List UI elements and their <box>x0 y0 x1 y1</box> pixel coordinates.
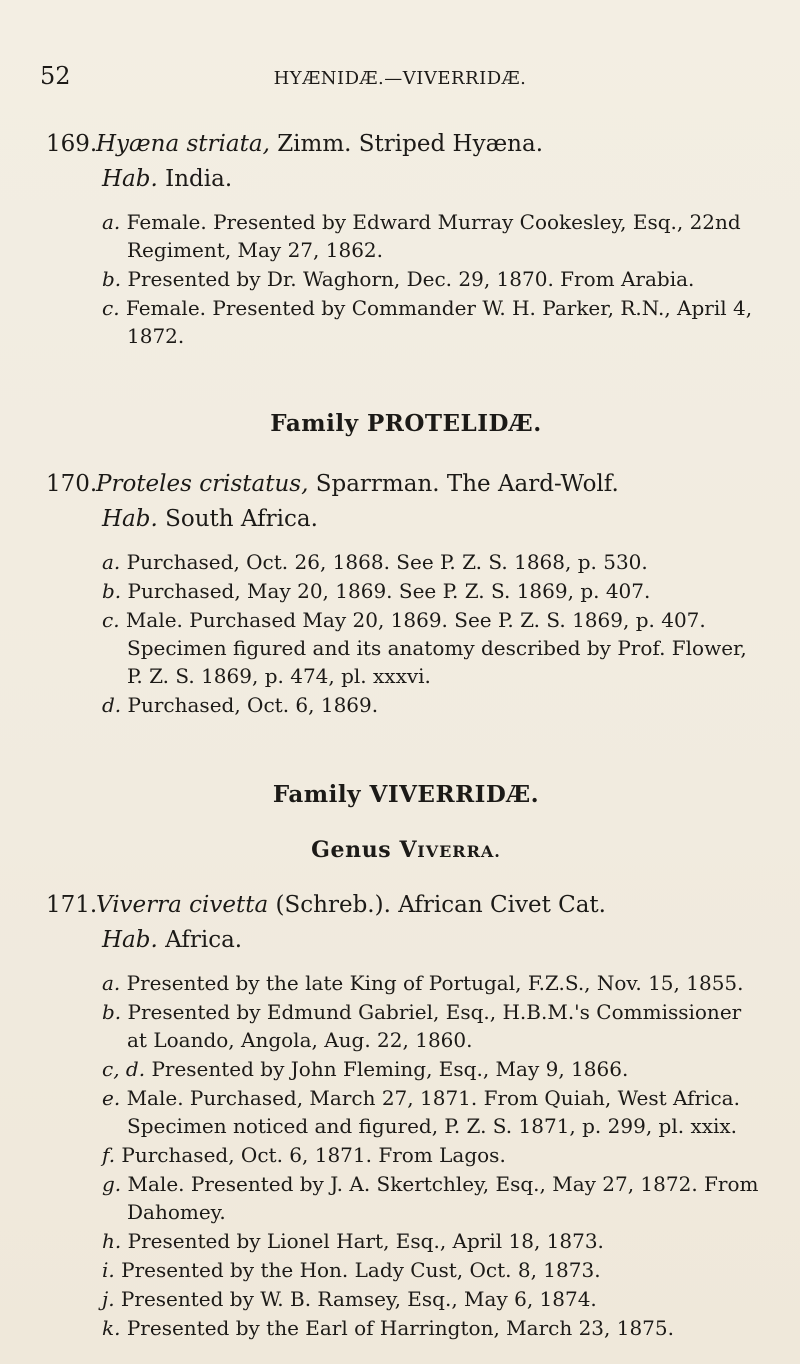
habitat-value: South Africa. <box>165 506 318 532</box>
specimen-item <box>102 691 766 719</box>
specimen-letter: k. <box>102 1316 121 1340</box>
page-content <box>46 128 766 1343</box>
entry-heading <box>46 889 766 922</box>
specimen-text: Purchased, Oct. 26, 1868. See P. Z. S. 1868, p. 530. <box>126 550 648 574</box>
specimen-letter: b. <box>102 267 122 291</box>
specimen-item <box>102 265 766 293</box>
specimen-item <box>102 1227 766 1255</box>
scientific-name: Proteles cristatus, <box>96 471 309 497</box>
specimen-letter: c, d. <box>102 1057 146 1081</box>
specimen-list <box>102 548 766 719</box>
family-heading-viverridae: Family VIVERRIDÆ. <box>272 781 540 808</box>
habitat-label: Hab. <box>102 166 158 192</box>
specimen-letter: b. <box>102 1000 122 1024</box>
habitat-label: Hab. <box>102 506 158 532</box>
specimen-text: Presented by W. B. Ramsey, Esq., May 6, 1874. <box>120 1287 597 1311</box>
specimen-item <box>102 1141 766 1169</box>
specimen-item <box>102 577 766 605</box>
specimen-item <box>102 1055 766 1083</box>
specimen-text: Purchased, Oct. 6, 1871. From Lagos. <box>121 1143 506 1167</box>
common-name: African Civet Cat. <box>398 892 606 918</box>
family-heading-protelidae: Family PROTELIDÆ. <box>270 410 542 437</box>
specimen-text: Presented by the Earl of Harrington, March 23, 1875. <box>126 1316 674 1340</box>
specimen-list <box>102 208 766 350</box>
authority: (Schreb.). <box>275 892 391 918</box>
habitat-line <box>102 503 766 536</box>
specimen-text: Presented by John Fleming, Esq., May 9, 1866. <box>151 1057 629 1081</box>
specimen-letter: j. <box>102 1287 115 1311</box>
specimen-letter: f. <box>102 1143 116 1167</box>
specimen-item <box>102 1084 766 1140</box>
specimen-letter: a. <box>102 971 121 995</box>
genus-rest: IVERRA. <box>417 842 501 861</box>
specimen-letter: e. <box>102 1086 121 1110</box>
specimen-item <box>102 294 766 350</box>
entry-heading <box>46 468 766 501</box>
authority: Zimm. <box>277 131 352 157</box>
habitat-line <box>102 163 766 196</box>
specimen-text: Male. Purchased May 20, 1869. See P. Z. S. 1869, p. 407. Specimen figured and its anatomy described by Prof. Flower, P. Z. S. 1869, p. 474, pl. xxxvi. <box>125 608 747 688</box>
specimen-text: Male. Purchased, March 27, 1871. From Quiah, West Africa. Specimen noticed and figured, P. Z. S. 1871, p. 299, pl. xxix. <box>126 1086 740 1138</box>
specimen-text: Female. Presented by Edward Murray Cookesley, Esq., 22nd Regiment, May 27, 1862. <box>126 210 741 262</box>
habitat-label: Hab. <box>102 927 158 953</box>
specimen-item <box>102 548 766 576</box>
scientific-name: Viverra civetta <box>96 892 269 918</box>
specimen-item <box>102 1256 766 1284</box>
specimen-letter: c. <box>102 296 120 320</box>
specimen-text: Presented by Dr. Waghorn, Dec. 29, 1870. From Arabia. <box>127 267 695 291</box>
specimen-letter: d. <box>102 693 122 717</box>
habitat-line <box>102 924 766 957</box>
page-number: 52 <box>40 62 71 90</box>
specimen-text: Purchased, May 20, 1869. See P. Z. S. 1869, p. 407. <box>127 579 651 603</box>
specimen-item <box>102 1314 766 1342</box>
habitat-value: India. <box>165 166 233 192</box>
specimen-text: Female. Presented by Commander W. H. Parker, R.N., April 4, 1872. <box>125 296 753 348</box>
specimen-letter: a. <box>102 550 121 574</box>
species-entry-171 <box>46 889 766 1342</box>
specimen-text: Male. Presented by J. A. Skertchley, Esq., May 27, 1872. From Dahomey. <box>127 1172 759 1224</box>
species-entry-170 <box>46 468 766 719</box>
specimen-item <box>102 208 766 264</box>
running-head: HYÆNIDÆ.—VIVERRIDÆ. <box>273 68 527 89</box>
specimen-item <box>102 1170 766 1226</box>
scientific-name: Hyæna striata, <box>96 131 270 157</box>
specimen-list <box>102 969 766 1342</box>
specimen-item <box>102 1285 766 1313</box>
genus-heading <box>46 835 766 867</box>
common-name: Striped Hyæna. <box>358 131 544 157</box>
species-entry-169 <box>46 128 766 350</box>
specimen-item <box>102 998 766 1054</box>
specimen-letter: a. <box>102 210 121 234</box>
specimen-item <box>102 969 766 997</box>
entry-heading <box>46 128 766 161</box>
page-header <box>40 62 760 98</box>
specimen-item <box>102 606 766 690</box>
specimen-letter: h. <box>102 1229 122 1253</box>
genus-prefix: Genus V <box>311 837 418 863</box>
entry-number: 171. <box>46 892 98 918</box>
specimen-text: Presented by the late King of Portugal, F.Z.S., Nov. 15, 1855. <box>126 971 744 995</box>
entry-number: 170. <box>46 471 98 497</box>
habitat-value: Africa. <box>165 927 243 953</box>
authority: Sparrman. <box>315 471 440 497</box>
specimen-text: Presented by Edmund Gabriel, Esq., H.B.M.'s Commissioner at Loando, Angola, Aug. 22, 1860. <box>127 1000 742 1052</box>
specimen-letter: i. <box>102 1258 115 1282</box>
specimen-letter: g. <box>102 1172 122 1196</box>
specimen-text: Purchased, Oct. 6, 1869. <box>127 693 379 717</box>
specimen-letter: b. <box>102 579 122 603</box>
specimen-letter: c. <box>102 608 120 632</box>
entry-number: 169. <box>46 131 98 157</box>
common-name: The Aard-Wolf. <box>446 471 619 497</box>
specimen-text: Presented by the Hon. Lady Cust, Oct. 8, 1873. <box>121 1258 601 1282</box>
specimen-text: Presented by Lionel Hart, Esq., April 18, 1873. <box>127 1229 604 1253</box>
